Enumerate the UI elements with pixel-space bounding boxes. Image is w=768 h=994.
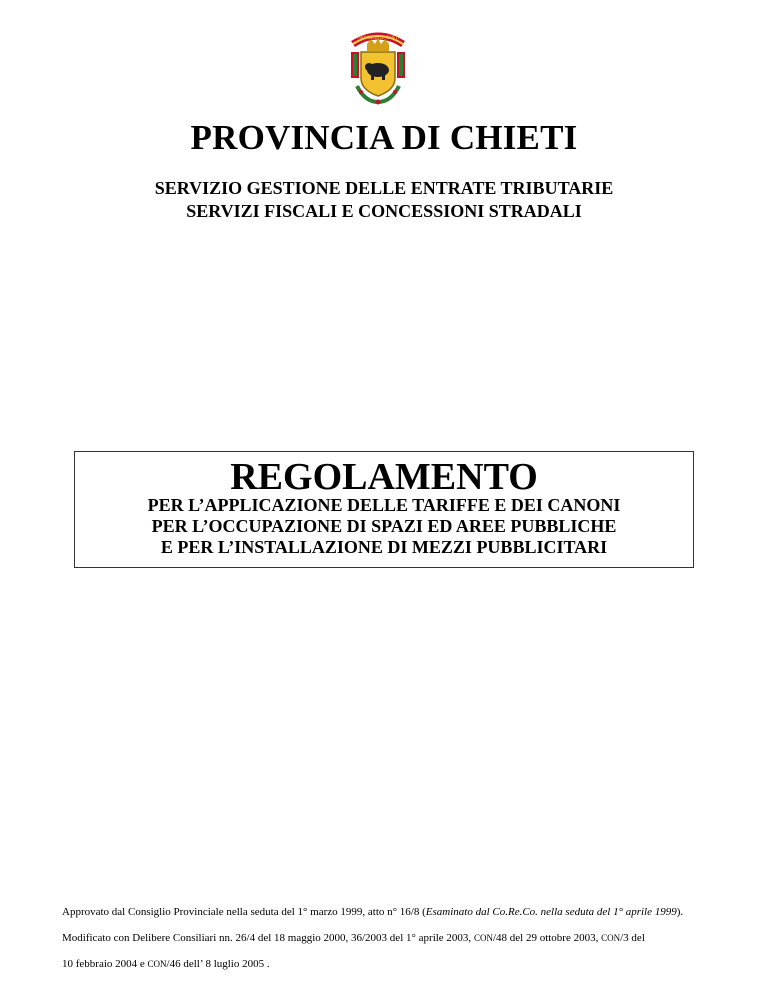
department-line-2: SERVIZI FISCALI E CONCESSIONI STRADALI — [186, 201, 582, 221]
crest-emblem-icon — [345, 30, 411, 106]
modification-text-1: Modificato con Delibere Consiliari nn. 26/4 del 18 maggio 2000, 36/2003 del 1° aprile 2003, — [62, 932, 474, 944]
modification-note-line-2 — [62, 958, 270, 970]
modification-text-4: 10 febbraio 2004 e — [62, 958, 148, 970]
approval-text: Approvato dal Consiglio Provinciale nella seduta del 1° marzo 1999, atto n° 16/8 ( — [62, 906, 426, 918]
regulation-title-box — [74, 451, 694, 568]
approval-text-end: ). — [676, 906, 684, 918]
con-3-label: CON — [601, 933, 621, 943]
modification-text-3: /3 del — [620, 932, 645, 944]
modification-note-line-1 — [62, 932, 645, 944]
regulation-heading: REGOLAMENTO — [230, 456, 538, 498]
con-48-label: CON — [473, 933, 493, 943]
modification-text-5: /46 dell’ 8 luglio 2005 . — [166, 958, 270, 970]
province-crest-logo — [345, 30, 411, 106]
svg-text:PROVINCIA DI CHIETI: PROVINCIA DI CHIETI — [357, 35, 399, 40]
regulation-line-2: PER L’OCCUPAZIONE DI SPAZI ED AREE PUBBLICHE — [151, 516, 617, 536]
department-line-1: SERVIZIO GESTIONE DELLE ENTRATE TRIBUTARIE — [154, 178, 614, 198]
regulation-line-1: PER L’APPLICAZIONE DELLE TARIFFE E DEI CANONI — [147, 495, 621, 515]
modification-text-2: /48 del 29 ottobre 2003, — [492, 932, 602, 944]
approval-note — [62, 906, 683, 918]
page-title: PROVINCIA DI CHIETI — [190, 118, 578, 157]
approval-italic-note: Esaminato dal Co.Re.Co. nella seduta del 1° aprile 1999 — [425, 906, 677, 918]
regulation-line-3: E PER L’INSTALLAZIONE DI MEZZI PUBBLICITARI — [160, 537, 608, 557]
con-46-label: CON — [147, 959, 167, 969]
